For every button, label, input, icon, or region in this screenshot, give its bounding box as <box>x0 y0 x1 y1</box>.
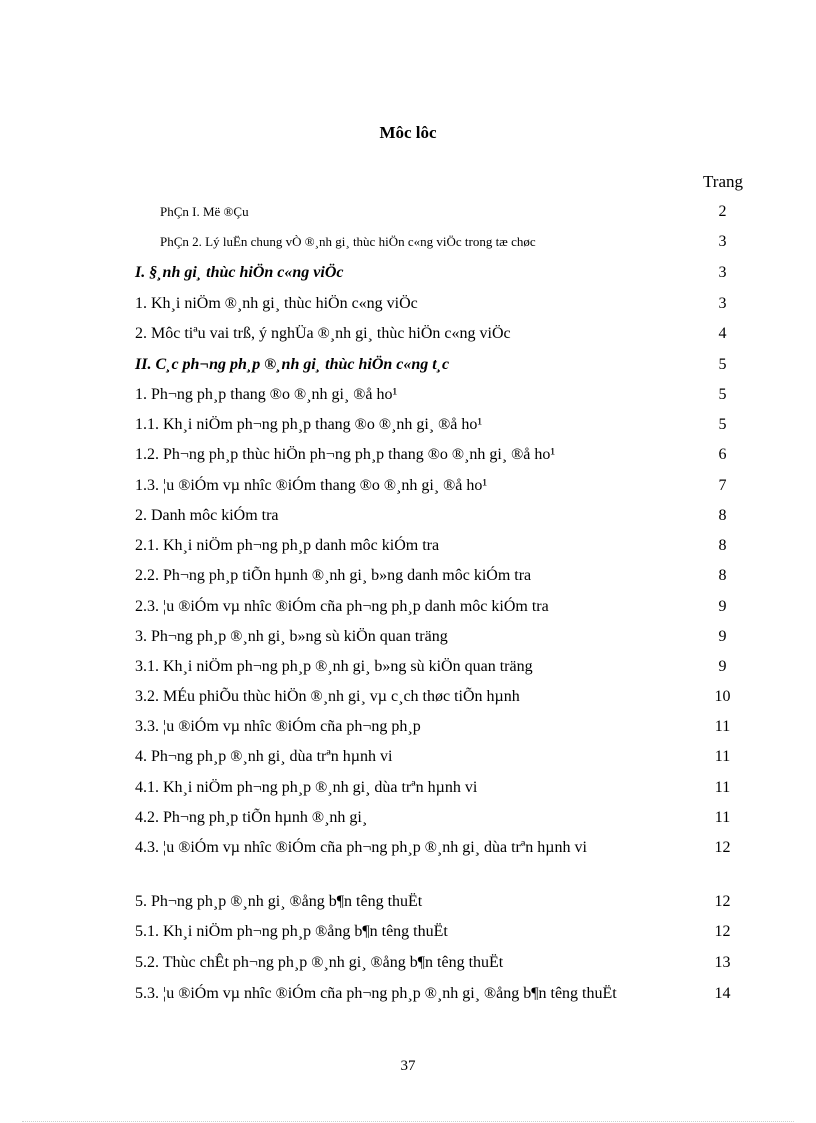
toc-entry-text: 2. Môc tiªu vai trß, ý nghÜa ®¸nh gi¸ thùc hiÖn c«ng viÖc <box>135 325 511 342</box>
toc-entry <box>135 293 740 323</box>
toc-entry-text: 2.2. Ph¬ng ph¸p tiÕn hµnh ®¸nh gi¸ b»ng danh môc kiÓm tra <box>135 567 532 584</box>
page-number: 37 <box>400 1058 416 1074</box>
toc-entry-page: 11 <box>714 779 731 796</box>
toc-entry-page: 9 <box>718 628 727 645</box>
toc-entry <box>135 414 740 444</box>
toc-entry <box>135 983 740 1031</box>
toc-entry-text: 4.3. ¦u ®iÓm vµ nhîc ®iÓm cña ph¬ng ph¸p ®¸nh gi¸ dùa trªn hµnh vi <box>135 839 587 856</box>
toc-entry <box>135 565 740 595</box>
toc-entry-page: 11 <box>714 718 731 735</box>
toc-entry <box>135 384 740 414</box>
toc-entry-page: 2 <box>718 203 727 220</box>
toc-entry-text: PhÇn 2. Lý luËn chung vÒ ®¸nh gi¸ thùc hiÖn c«ng viÖc trong tæ chøc <box>160 234 536 249</box>
toc-entry <box>135 354 740 384</box>
toc-entry-text: 4.1. Kh¸i niÖm ph¬ng ph¸p ®¸nh gi¸ dùa trªn hµnh vi <box>135 779 478 796</box>
toc-entry <box>135 891 740 921</box>
toc-entry <box>135 201 740 231</box>
toc-entry <box>135 231 740 261</box>
toc-entry-page: 11 <box>714 809 731 826</box>
toc-entry <box>135 656 740 686</box>
toc-entry <box>135 952 740 982</box>
toc-entry <box>135 535 740 565</box>
toc-entry-text: 3.1. Kh¸i niÖm ph¬ng ph¸p ®¸nh gi¸ b»ng sù kiÖn quan träng <box>135 658 533 675</box>
toc-entry <box>135 505 740 535</box>
toc-entry-text: 1.2. Ph¬ng ph¸p thùc hiÖn ph¬ng ph¸p thang ®o ®¸nh gi¸ ®å ho¹ <box>135 446 556 463</box>
toc-entry-text: 5.3. ¦u ®iÓm vµ nhîc ®iÓm cña ph¬ng ph¸p ®¸nh gi¸ ®ång b¶n têng thuËt <box>135 985 617 1002</box>
toc-entry-page: 9 <box>718 598 727 615</box>
toc-entry-text: 1.3. ¦u ®iÓm vµ nhîc ®iÓm thang ®o ®¸nh gi¸ ®å ho¹ <box>135 477 488 494</box>
toc-entry-page: 12 <box>714 923 731 940</box>
toc-entry <box>135 262 740 292</box>
toc-entry-page: 3 <box>718 295 727 312</box>
toc-entry-page: 9 <box>718 658 727 675</box>
toc-entry-text: 5.2. Thùc chÊt ph¬ng ph¸p ®¸nh gi¸ ®ång b¶n têng thuËt <box>135 954 504 971</box>
toc-entry <box>135 686 740 716</box>
toc-entry-text: 1. Kh¸i niÖm ®¸nh gi¸ thùc hiÖn c«ng viÖc <box>135 295 418 312</box>
toc-entry <box>135 837 740 885</box>
toc-entry-text: 3.2. MÉu phiÕu thùc hiÖn ®¸nh gi¸ vµ c¸ch thøc tiÕn hµnh <box>135 688 520 705</box>
page-column-header: Trang <box>703 172 743 191</box>
toc-entry <box>135 323 740 353</box>
toc-entry-text: 3. Ph¬ng ph¸p ®¸nh gi¸ b»ng sù kiÖn quan träng <box>135 628 448 645</box>
toc-entry-page: 5 <box>718 416 727 433</box>
toc-entry-text: 5. Ph¬ng ph¸p ®¸nh gi¸ ®ång b¶n têng thuËt <box>135 893 423 910</box>
toc-entry-text: 2.3. ¦u ®iÓm vµ nhîc ®iÓm cña ph¬ng ph¸p danh môc kiÓm tra <box>135 598 549 615</box>
toc-entry-page: 8 <box>718 537 727 554</box>
toc-entry <box>135 475 740 505</box>
toc-entry-text: 2. Danh môc kiÓm tra <box>135 507 279 524</box>
toc-entry-page: 8 <box>718 507 727 524</box>
page-title: Môc lôc <box>379 123 437 142</box>
toc-entry-page: 10 <box>714 688 731 705</box>
toc-entry-page: 5 <box>718 356 727 373</box>
toc-entry-page: 12 <box>714 839 731 856</box>
toc-entry-text: 1.1. Kh¸i niÖm ph¬ng ph¸p thang ®o ®¸nh gi¸ ®å ho¹ <box>135 416 483 433</box>
toc-entry <box>135 777 740 807</box>
toc-entry-text: 1. Ph¬ng ph¸p thang ®o ®¸nh gi¸ ®å ho¹ <box>135 386 398 403</box>
toc-entry <box>135 444 740 474</box>
toc-entry-page: 3 <box>718 264 727 281</box>
toc-entry-page: 12 <box>714 893 731 910</box>
toc-entry <box>135 746 740 776</box>
toc-entry-page: 8 <box>718 567 727 584</box>
toc-entry-text: PhÇn I. Më ®Çu <box>160 204 249 219</box>
toc-entry <box>135 716 740 746</box>
toc-entry-text: 4.2. Ph¬ng ph¸p tiÕn hµnh ®¸nh gi¸ <box>135 809 368 826</box>
toc-entry <box>135 807 740 837</box>
toc-entry-text: 3.3. ¦u ®iÓm vµ nhîc ®iÓm cña ph¬ng ph¸p <box>135 718 421 735</box>
toc-entry-page: 3 <box>718 233 727 250</box>
toc-entry-page: 13 <box>714 954 731 971</box>
toc-entry-page: 4 <box>718 325 727 342</box>
toc-entry-text: 5.1. Kh¸i niÖm ph¬ng ph¸p ®ång b¶n têng thuËt <box>135 923 448 940</box>
toc-entry <box>135 596 740 626</box>
toc-entry-text: II. C¸c ph¬ng ph¸p ®¸nh gi¸ thùc hiÖn c«ng t¸c <box>135 356 450 373</box>
toc-entry-page: 7 <box>718 477 727 494</box>
toc-entry-text: I. §¸nh gi¸ thùc hiÖn c«ng viÖc <box>135 264 344 281</box>
toc-entry-page: 11 <box>714 748 731 765</box>
toc-entry-page: 14 <box>714 985 731 1002</box>
toc-entry-page: 5 <box>718 386 727 403</box>
toc-entry <box>135 921 740 951</box>
toc-entry-text: 2.1. Kh¸i niÖm ph¬ng ph¸p danh môc kiÓm tra <box>135 537 440 554</box>
toc-entry <box>135 626 740 656</box>
toc-entry-text: 4. Ph¬ng ph¸p ®¸nh gi¸ dùa trªn hµnh vi <box>135 748 393 765</box>
toc-entry-page: 6 <box>718 446 727 463</box>
page-border-divider <box>22 1121 794 1122</box>
